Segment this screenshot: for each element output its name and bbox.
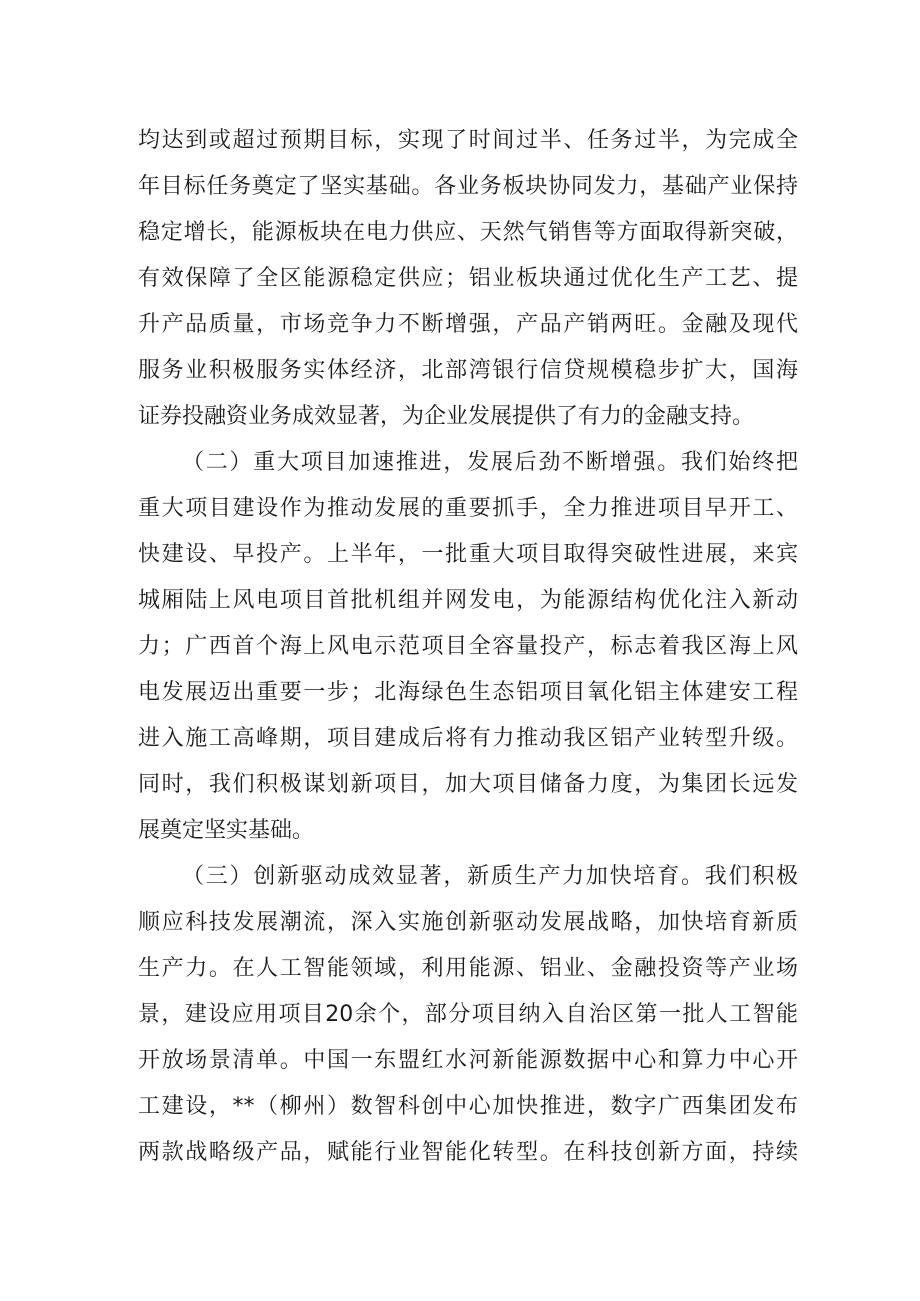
text-line: 进入施工高峰期，项目建成后将有力推动我区铝产业转型升级。 xyxy=(138,726,798,751)
text-line: 生产力。在人工智能领域，利用能源、铝业、金融投资等产业场 xyxy=(138,956,798,981)
text-line: 服务业积极服务实体经济，北部湾银行信贷规模稳步扩大，国海 xyxy=(138,358,798,383)
text-line: 展奠定坚实基础。 xyxy=(138,818,315,843)
text-line: 证券投融资业务成效显著，为企业发展提供了有力的金融支持。 xyxy=(138,404,755,429)
text-line: 力；广西首个海上风电示范项目全容量投产，标志着我区海上风 xyxy=(138,634,798,659)
text-line: 顺应科技发展潮流，深入实施创新驱动发展战略，加快培育新质 xyxy=(138,910,798,935)
text-line: 两款战略级产品，赋能行业智能化转型。在科技创新方面，持续 xyxy=(138,1140,798,1165)
text-line: 电发展迈出重要一步；北海绿色生态铝项目氧化铝主体建安工程 xyxy=(138,680,798,705)
text-line: 有效保障了全区能源稳定供应；铝业板块通过优化生产工艺、提 xyxy=(138,266,798,291)
text-line: 快建设、早投产。上半年，一批重大项目取得突破性进展，来宾 xyxy=(138,542,798,567)
text-line: 开放场景清单。中国一东盟红水河新能源数据中心和算力中心开 xyxy=(138,1048,798,1073)
paragraph-3 xyxy=(138,854,798,1176)
text-line: 重大项目建设作为推动发展的重要抓手，全力推进项目早开工、 xyxy=(138,496,798,521)
text-line: 景，建设应用项目20余个，部分项目纳入自治区第一批人工智能 xyxy=(138,1002,798,1027)
text-line: 工建设，**（柳州）数智科创中心加快推进，数字广西集团发布 xyxy=(138,1094,798,1119)
paragraph-1 xyxy=(138,118,798,440)
document-body xyxy=(138,118,798,1176)
text-line: 城厢陆上风电项目首批机组并网发电，为能源结构优化注入新动 xyxy=(138,588,798,613)
text-line: 同时，我们积极谋划新项目，加大项目储备力度，为集团长远发 xyxy=(138,772,798,797)
text-line: 升产品质量，市场竞争力不断增强，产品产销两旺。金融及现代 xyxy=(138,312,798,337)
text-line-indented: （三）创新驱动成效显著，新质生产力加快培育。我们积极 xyxy=(182,864,798,889)
text-line: 均达到或超过预期目标，实现了时间过半、任务过半，为完成全 xyxy=(138,128,798,153)
text-line: 稳定增长，能源板块在电力供应、天然气销售等方面取得新突破， xyxy=(138,220,798,245)
text-line: 年目标任务奠定了坚实基础。各业务板块协同发力，基础产业保持 xyxy=(138,174,798,199)
text-line-indented: （二）重大项目加速推进，发展后劲不断增强。我们始终把 xyxy=(182,450,798,475)
paragraph-2 xyxy=(138,440,798,854)
